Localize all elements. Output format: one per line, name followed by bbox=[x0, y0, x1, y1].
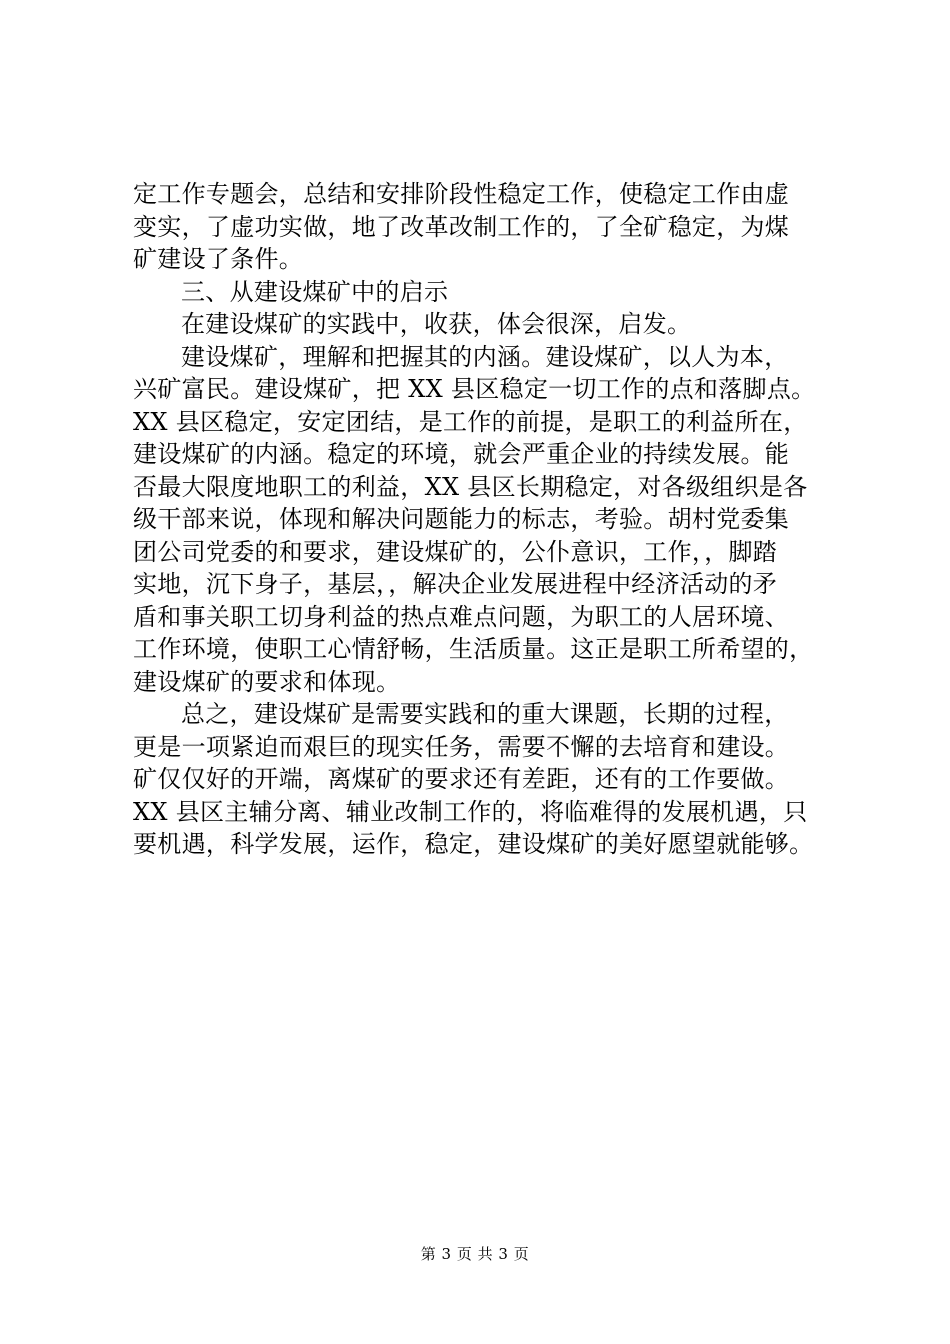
document-body bbox=[133, 178, 833, 861]
text-line: 否最大限度地职工的利益，XX 县区长期稳定，对各级组织是各 bbox=[133, 472, 808, 501]
text-line: 变实，了虚功实做，地了改革改制工作的，了全矿稳定，为煤 bbox=[133, 212, 790, 241]
section-heading: 三、从建设煤矿中的启示 bbox=[181, 277, 449, 306]
text-line: 建设煤矿，理解和把握其的内涵。建设煤矿，以人为本， bbox=[181, 342, 789, 371]
text-line: 盾和事关职工切身利益的热点难点问题，为职工的人居环境、 bbox=[133, 602, 790, 631]
text-line: 兴矿富民。建设煤矿，把 XX 县区稳定一切工作的点和落脚点。 bbox=[133, 375, 816, 403]
text-line: 级干部来说，体现和解决问题能力的标志，考验。胡村党委集 bbox=[133, 505, 790, 533]
text-line: 矿仅仅好的开端，离煤矿的要求还有差距，还有的工作要做。 bbox=[133, 765, 790, 793]
text-line: 更是一项紧迫而艰巨的现实任务，需要不懈的去培育和建设。 bbox=[133, 732, 790, 761]
text-line: 建设煤矿的内涵。稳定的环境，就会严重企业的持续发展。能 bbox=[133, 440, 790, 468]
text-line: 工作环境，使职工心情舒畅，生活质量。这正是职工所希望的， bbox=[133, 635, 814, 663]
text-line: 定工作专题会，总结和安排阶段性稳定工作，使稳定工作由虚 bbox=[133, 180, 790, 208]
text-line: 矿建设了条件。 bbox=[133, 245, 304, 273]
text-line: 总之，建设煤矿是需要实践和的重大课题，长期的过程， bbox=[181, 700, 789, 728]
text-line: 实地，沉下身子，基层，，解决企业发展进程中经济活动的矛 bbox=[133, 570, 778, 598]
text-line: 团公司党委的和要求，建设煤矿的，公仆意识，工作，，脚踏 bbox=[133, 537, 778, 566]
text-line: XX 县区主辅分离、辅业改制工作的，将临难得的发展机遇，只 bbox=[133, 797, 808, 826]
text-line: XX 县区稳定，安定团结，是工作的前提，是职工的利益所在， bbox=[133, 407, 808, 436]
text-line: 要机遇，科学发展，运作，稳定，建设煤矿的美好愿望就能够。 bbox=[133, 830, 814, 858]
text-line: 建设煤矿的要求和体现。 bbox=[133, 667, 401, 696]
text-line: 在建设煤矿的实践中，收获，体会很深，启发。 bbox=[181, 310, 692, 338]
page-number-footer: 第 3 页 共 3 页 bbox=[420, 1245, 530, 1263]
